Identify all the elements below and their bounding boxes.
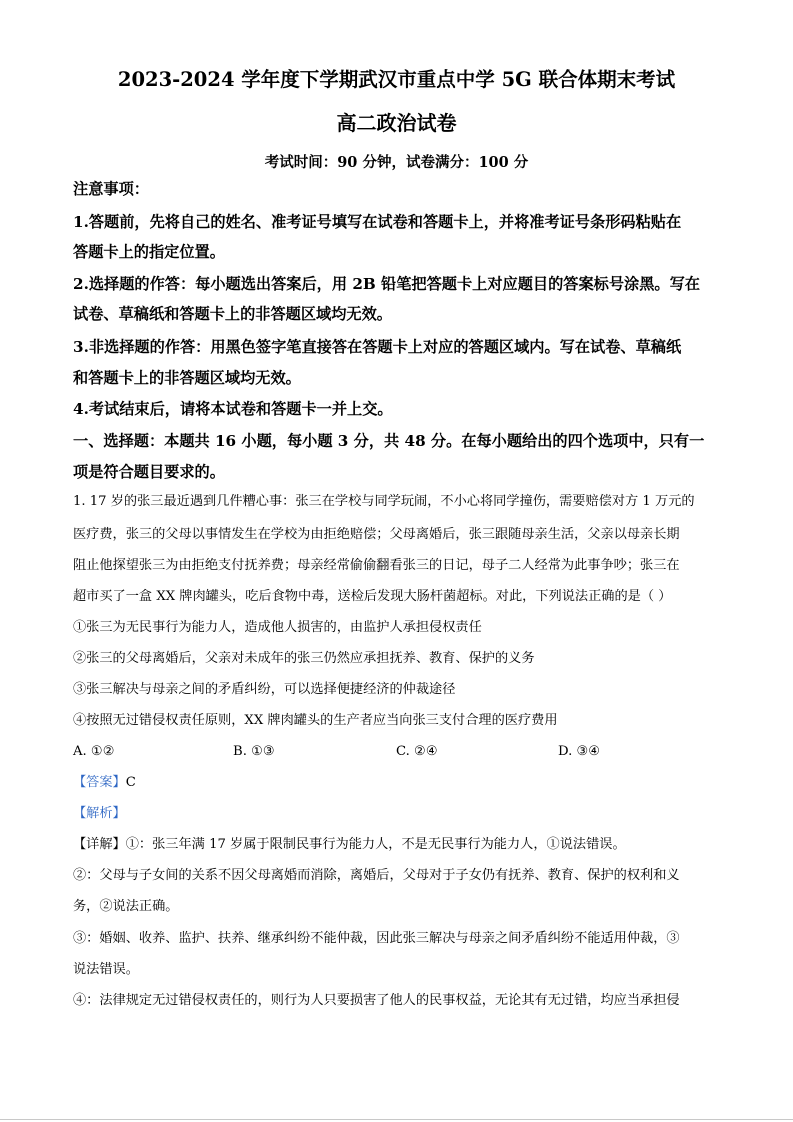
analysis-label: 【解析】 <box>73 806 126 821</box>
notes-heading: 注意事项： <box>73 180 149 198</box>
notes-line: 3.非选择题的作答：用黑色签字笔直接答在答题卡上对应的答题区域内。写在试卷、草稿纸 <box>73 338 682 356</box>
question-stem-line: 阻止他探望张三为由拒绝支付抚养费；母亲经常偷偷翻看张三的日记，母子二人经常为此事争吵；张三在 <box>73 558 680 573</box>
detail-line: ②：父母与子女间的关系不因父母离婚而消除，离婚后，父母对于子女仍有抚养、教育、保护的权利和义 <box>73 868 680 883</box>
question-stem-line: 超市买了一盒 XX 牌肉罐头，吃后食物中毒，送检后发现大肠杆菌超标。对此，下列说法正确的是（ ） <box>73 589 672 604</box>
detail-line: ④：法律规定无过错侵权责任的，则行为人只要损害了他人的民事权益，无论其有无过错，均应当承担侵 <box>73 993 680 1008</box>
notes-line: 答题卡上的指定位置。 <box>73 243 225 261</box>
notes-line: 试卷、草稿纸和答题卡上的非答题区域均无效。 <box>73 305 392 323</box>
option-d: D. ③④ <box>558 744 601 759</box>
option-a: A. ①② <box>73 744 115 759</box>
detail-text: ①：张三年满 17 岁属于限制民事行为能力人，不是无民事行为能力人，①说法错误。 <box>125 837 626 852</box>
section-heading-cont: 项是符合题目要求的。 <box>73 463 225 481</box>
exam-subtitle: 高二政治试卷 <box>336 111 457 135</box>
notes-line: 2.选择题的作答：每小题选出答案后，用 2B 铅笔把答题卡上对应题目的答案标号涂黑。写在 <box>73 275 700 293</box>
detail-line <box>73 835 626 855</box>
answer-value: C <box>125 775 136 790</box>
question-stem-line: 1. 17 岁的张三最近遇到几件糟心事：张三在学校与同学玩闹，不小心将同学撞伤，需要赔偿对方 1 万元的 <box>73 494 695 509</box>
statement-3: ③张三解决与母亲之间的矛盾纠纷，可以选择便捷经济的仲裁途径 <box>73 682 456 697</box>
answer-label: 【答案】 <box>73 775 126 790</box>
page-bottom-divider <box>0 1119 793 1120</box>
notes-line: 1.答题前，先将自己的姓名、准考证号填写在试卷和答题卡上，并将准考证号条形码粘贴在 <box>73 213 682 231</box>
statement-4: ④按照无过错侵权责任原则，XX 牌肉罐头的生产者应当向张三支付合理的医疗费用 <box>73 713 558 728</box>
section-heading: 一、选择题：本题共 16 小题，每小题 3 分，共 48 分。在每小题给出的四个选项中，只有一 <box>73 432 705 450</box>
statement-1: ①张三为无民事行为能力人，造成他人损害的，由监护人承担侵权责任 <box>73 620 482 635</box>
answer-line <box>73 773 136 793</box>
notes-line: 4.考试结束后，请将本试卷和答题卡一并上交。 <box>73 400 393 418</box>
detail-line: ③：婚姻、收养、监护、扶养、继承纠纷不能仲裁，因此张三解决与母亲之间矛盾纠纷不能适用仲裁，③ <box>73 931 680 946</box>
detail-line: 务，②说法正确。 <box>73 899 179 914</box>
notes-line: 和答题卡上的非答题区域均无效。 <box>73 369 301 387</box>
detail-label: 【详解】 <box>73 837 126 852</box>
option-c: C. ②④ <box>396 744 438 759</box>
detail-line: 说法错误。 <box>73 962 139 977</box>
option-b: B. ①③ <box>233 744 275 759</box>
exam-info: 考试时间：90 分钟，试卷满分：100 分 <box>264 154 529 171</box>
question-stem-line: 医疗费，张三的父母以事情发生在学校为由拒绝赔偿；父母离婚后，张三跟随母亲生活，父亲以母亲长期 <box>73 527 680 542</box>
exam-title: 2023-2024 学年度下学期武汉市重点中学 5G 联合体期末考试 <box>117 68 676 91</box>
statement-2: ②张三的父母离婚后，父亲对未成年的张三仍然应承担抚养、教育、保护的义务 <box>73 651 535 666</box>
